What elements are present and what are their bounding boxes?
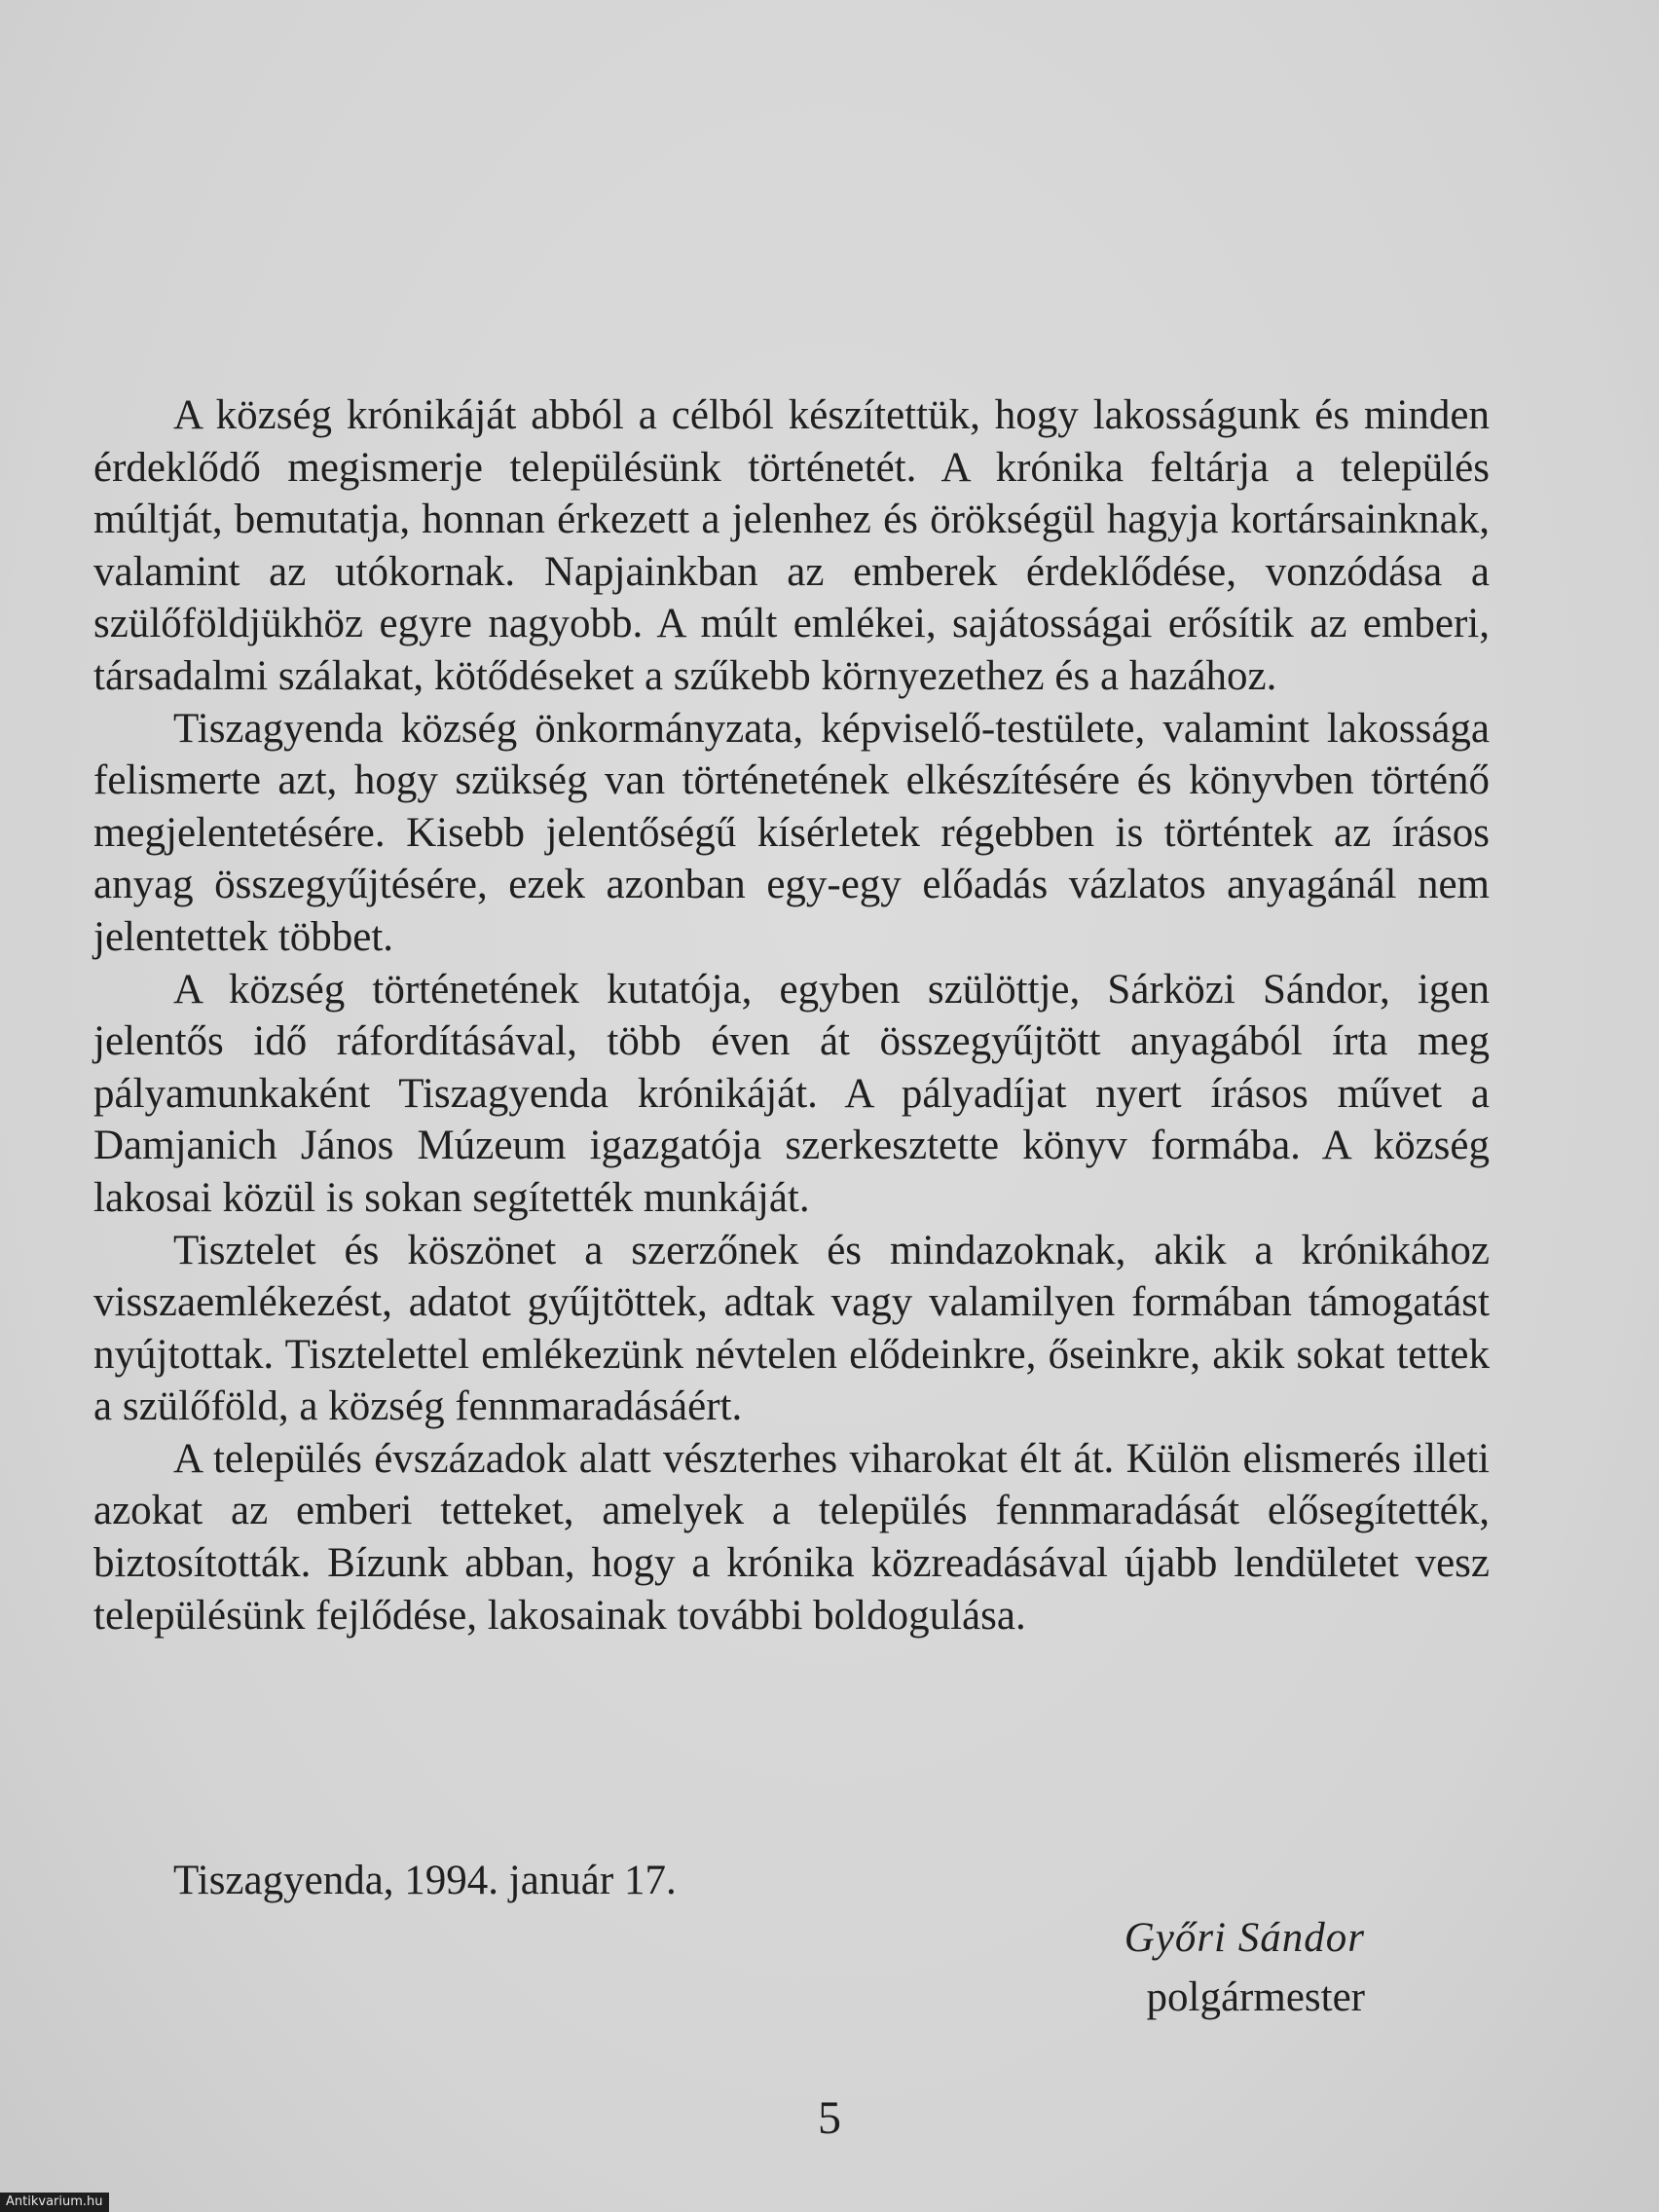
- signature-name: Győri Sándor: [1124, 1915, 1365, 1961]
- signature-block: [1014, 1908, 1365, 2027]
- paragraph-2: Tiszagyenda község önkormányzata, képviselő-testülete, valamint lakossága felismerte azt, hogy szükség van történetének elkészítésére és könyvben történő megjelentetésére. Kisebb jelentőségű kísérletek régebben is történtek az írásos anyag összegyűjtésére, ezek azonban egy-egy előadás vázlatos anyagánál nem jelentettek többet.: [93, 705, 1490, 960]
- paragraph-5: A település évszázadok alatt vészterhes viharokat élt át. Külön elismerés illeti azokat az emberi tetteket, amelyek a település fennmaradását elősegítették, biztosították. Bízunk abban, hogy a krónika közreadásával újabb lendületet vesz településünk fejlődése, lakosainak további boldogulása.: [93, 1435, 1490, 1639]
- paragraph-3: A község történetének kutatója, egyben szülöttje, Sárközi Sándor, igen jelentős idő ráfordításával, több éven át összegyűjtött anyagából írta meg pályamunkaként Tiszagyenda krónikáját. A pályadíjat nyert írásos művet a Damjanich János Múzeum igazgatója szerkesztette könyv formába. A község lakosai közül is sokan segítették munkáját.: [93, 966, 1490, 1221]
- watermark-label: Antikvarium.hu: [0, 2193, 109, 2212]
- signature-title: polgármester: [1146, 1974, 1365, 2020]
- body-text: [93, 389, 1490, 1641]
- paragraph-4: Tisztelet és köszönet a szerzőnek és mindazoknak, akik a krónikához visszaemlékezést, adatot gyűjtöttek, adtak vagy valamilyen formában támogatást nyújtottak. Tisztelettel emlékezünk névtelen elődeinkre, őseinkre, akik sokat tettek a szülőföld, a község fennmaradásáért.: [93, 1227, 1490, 1430]
- page-number: 5: [818, 2092, 841, 2144]
- paragraph-1: A község krónikáját abból a célból készítettük, hogy lakosságunk és minden érdeklődő megismerje településünk történetét. A krónika feltárja a település múltját, bemutatja, honnan érkezett a jelenhez és örökségül hagyja kortársainknak, valamint az utókornak. Napjainkban az emberek érdeklődése, vonzódása a szülőföldjükhöz egyre nagyobb. A múlt emlékei, sajátosságai erősítik az emberi, társadalmi szálakat, kötődéseket a szűkebb környezethez és a hazához.: [93, 392, 1490, 699]
- date-line: Tiszagyenda, 1994. január 17.: [173, 1858, 677, 1903]
